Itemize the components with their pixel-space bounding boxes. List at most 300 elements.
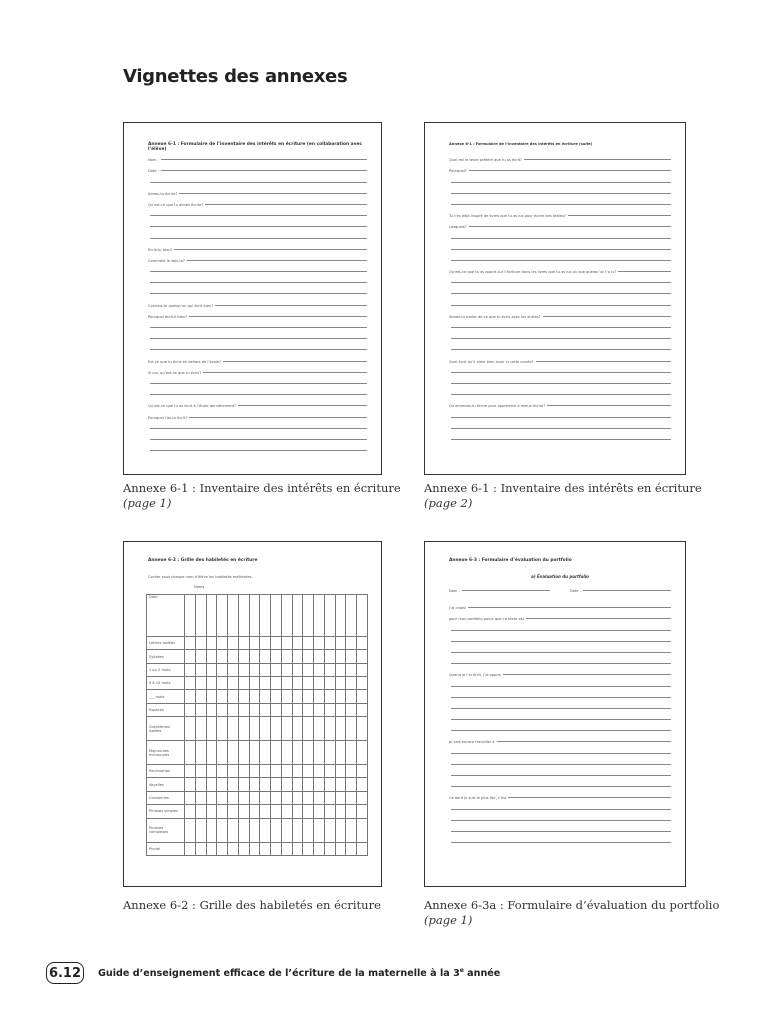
grid-skill-row <box>147 765 368 778</box>
caption-text: Annexe 6-1 : Inventaire des intérêts en écriture <box>424 481 702 495</box>
form-line <box>449 185 671 196</box>
form-line <box>449 812 671 823</box>
grid-check-cell <box>238 842 249 855</box>
footer-text <box>98 967 500 979</box>
grid-check-cell <box>314 818 325 842</box>
form-line-label: Je vais encore travailler à <box>449 740 495 745</box>
grid-check-cell <box>271 663 282 676</box>
date-field <box>570 582 671 593</box>
form-line <box>449 352 671 363</box>
grid-check-cell <box>357 778 368 791</box>
grid-check-cell <box>346 842 357 855</box>
grid-check-cell <box>281 765 292 778</box>
grid-check-cell <box>357 818 368 842</box>
form-title: Annexe 6-2 : Grille des habiletés en écriture <box>148 558 258 563</box>
form-line-rule <box>161 159 367 160</box>
form-line <box>449 733 671 744</box>
grid-check-cell <box>281 650 292 663</box>
form-subtitle: a) Évaluation du portfolio <box>531 574 589 579</box>
form-line-label: Comment le sais-tu? <box>148 258 185 263</box>
grid-skill-row <box>147 637 368 650</box>
grid-check-cell <box>206 842 217 855</box>
grid-check-cell <box>281 637 292 650</box>
grid-check-cell <box>346 637 357 650</box>
grid-check-cell <box>249 703 260 716</box>
form-line <box>449 610 671 621</box>
grid-check-cell <box>260 765 271 778</box>
grid-check-cell <box>228 791 239 804</box>
thumbnail-annexe-6-1-page-1 <box>123 122 382 475</box>
grid-check-cell <box>249 663 260 676</box>
grid-skill-label: Voyelles <box>147 778 185 791</box>
form-line <box>449 644 671 655</box>
grid-check-cell <box>206 650 217 663</box>
form-line <box>449 689 671 700</box>
caption-subtext: (page 1) <box>123 496 172 510</box>
form-line-rule <box>238 405 367 406</box>
grid-skill-label: ___ mots <box>147 690 185 703</box>
grid-check-cell <box>346 778 357 791</box>
caption-annexe-6-3a <box>424 898 719 928</box>
form-line-rule <box>451 372 671 373</box>
grid-check-cell <box>314 805 325 818</box>
grid-skill-row <box>147 663 368 676</box>
grid-check-cell <box>292 765 303 778</box>
grid-check-cell <box>357 791 368 804</box>
form-line-rule <box>150 439 367 440</box>
form-line-rule <box>568 215 671 216</box>
form-line-rule <box>618 271 671 272</box>
grid-date-cell: Date <box>147 595 185 637</box>
grid-check-cell <box>292 677 303 690</box>
form-line-label: Tu t’es déjà inspiré de livres que tu as lus pour écrire des textes? <box>449 214 566 219</box>
form-line-rule <box>451 305 671 306</box>
form-line-rule <box>451 293 671 294</box>
grid-check-cell <box>281 805 292 818</box>
grid-check-cell <box>195 765 206 778</box>
form-line <box>449 756 671 767</box>
grid-check-cell <box>228 717 239 741</box>
grid-name-cell <box>346 595 357 637</box>
thumbnail-annexe-6-1-page-2 <box>424 122 686 475</box>
grid-check-cell <box>324 765 335 778</box>
grid-check-cell <box>185 637 196 650</box>
grid-check-cell <box>238 717 249 741</box>
grid-check-cell <box>195 842 206 855</box>
grid-check-cell <box>206 741 217 765</box>
grid-check-cell <box>228 842 239 855</box>
form-line-label: Nom : <box>148 158 159 163</box>
grid-skill-label: Majuscules minuscules <box>147 741 185 765</box>
form-line-rule <box>150 271 367 272</box>
grid-skill-row <box>147 741 368 765</box>
grid-check-cell <box>335 778 346 791</box>
grid-check-cell <box>335 690 346 703</box>
form-line <box>148 252 367 263</box>
grid-check-cell <box>324 778 335 791</box>
grid-skill-label: Espaces <box>147 703 185 716</box>
form-line-rule <box>205 204 367 205</box>
form-line <box>449 397 671 408</box>
form-line-rule <box>451 428 671 429</box>
grid-check-cell <box>206 663 217 676</box>
grid-check-cell <box>249 791 260 804</box>
grid-check-cell <box>217 690 228 703</box>
grid-check-cell <box>260 741 271 765</box>
form-line-rule <box>451 193 671 194</box>
form-line-rule <box>451 753 671 754</box>
form-line <box>449 655 671 666</box>
grid-skill-label: Consonnes <box>147 791 185 804</box>
grid-check-cell <box>346 717 357 741</box>
grid-check-cell <box>324 818 335 842</box>
grid-check-cell <box>185 818 196 842</box>
grid-check-cell <box>314 637 325 650</box>
grid-check-cell <box>271 805 282 818</box>
form-line-rule <box>150 293 367 294</box>
form-line-label: Pourquoi écrit-il bien? <box>148 314 188 319</box>
grid-check-cell <box>249 842 260 855</box>
grid-check-cell <box>335 663 346 676</box>
form-line <box>449 207 671 218</box>
form-line <box>449 744 671 755</box>
form-line <box>449 341 671 352</box>
form-line-rule <box>451 282 671 283</box>
grid-check-cell <box>271 650 282 663</box>
form-line <box>449 285 671 296</box>
form-line <box>148 241 367 252</box>
grid-check-cell <box>217 703 228 716</box>
grid-check-cell <box>357 741 368 765</box>
grid-check-cell <box>303 650 314 663</box>
form-title: Annexe 6-3 : Formulaire d’évaluation du portfolio <box>449 558 572 563</box>
grid-check-cell <box>281 703 292 716</box>
grid-check-cell <box>303 765 314 778</box>
date-label: Date : <box>570 589 581 594</box>
form-line <box>148 274 367 285</box>
grid-check-cell <box>249 818 260 842</box>
grid-name-cell <box>195 595 206 637</box>
grid-check-cell <box>195 677 206 690</box>
form-rows <box>449 599 671 845</box>
grid-check-cell <box>217 805 228 818</box>
grid-check-cell <box>217 637 228 650</box>
grid-check-cell <box>335 677 346 690</box>
grid-check-cell <box>314 717 325 741</box>
form-line <box>449 218 671 229</box>
grid-check-cell <box>271 717 282 741</box>
form-line <box>449 330 671 341</box>
grid-name-cell <box>217 595 228 637</box>
grid-check-cell <box>249 690 260 703</box>
form-line-rule <box>451 686 671 687</box>
form-line <box>449 173 671 184</box>
grid-check-cell <box>195 650 206 663</box>
grid-check-cell <box>185 791 196 804</box>
grid-check-cell <box>281 842 292 855</box>
form-line-label: Qu’est-ce que tu as appris sur l’écriture dans les livres que tu as lus ou que quelqu’un t’a lu? <box>449 270 617 275</box>
grid-check-cell <box>357 677 368 690</box>
grid-check-cell <box>335 703 346 716</box>
grid-check-cell <box>292 741 303 765</box>
form-line-label: Pourquoi l’as-tu écrit? <box>148 415 188 420</box>
grid-check-cell <box>238 741 249 765</box>
grid-check-cell <box>249 717 260 741</box>
form-line-rule <box>451 663 671 664</box>
grid-skill-row <box>147 703 368 716</box>
grid-check-cell <box>238 677 249 690</box>
form-line-rule <box>451 809 671 810</box>
grid-check-cell <box>314 842 325 855</box>
grid-check-cell <box>195 805 206 818</box>
grid-skill-row <box>147 791 368 804</box>
grid-check-cell <box>249 677 260 690</box>
form-line-label: Qu’est-ce que tu as écrit à l’école dernièrement? <box>148 404 237 409</box>
grid-check-cell <box>271 765 282 778</box>
grid-check-cell <box>292 637 303 650</box>
form-line-rule <box>451 764 671 765</box>
form-line-rule <box>451 349 671 350</box>
caption-annexe-6-2 <box>123 898 381 913</box>
form-line <box>449 196 671 207</box>
grid-check-cell <box>324 791 335 804</box>
grid-check-cell <box>238 805 249 818</box>
grid-check-cell <box>260 818 271 842</box>
grid-check-cell <box>206 703 217 716</box>
grid-check-cell <box>185 663 196 676</box>
form-line <box>148 207 367 218</box>
grid-check-cell <box>238 690 249 703</box>
form-line-label: Pourquoi? <box>449 169 467 174</box>
form-line <box>148 330 367 341</box>
form-line-rule <box>150 182 367 183</box>
grid-check-cell <box>260 650 271 663</box>
grid-skill-row <box>147 650 368 663</box>
form-line-label: Date : <box>148 169 159 174</box>
form-line <box>148 229 367 240</box>
form-line-rule <box>451 708 671 709</box>
grid-check-cell <box>271 703 282 716</box>
grid-check-cell <box>357 842 368 855</box>
form-line <box>148 296 367 307</box>
footer-text-end: année <box>463 968 501 980</box>
nom-field <box>449 582 550 593</box>
grid-check-cell <box>195 778 206 791</box>
grid-name-cell <box>335 595 346 637</box>
form-line-rule <box>497 741 671 742</box>
grid-name-cell <box>303 595 314 637</box>
grid-check-cell <box>195 703 206 716</box>
form-line <box>449 364 671 375</box>
form-line-rule <box>150 327 367 328</box>
grid-check-cell <box>314 741 325 765</box>
caption-text: Annexe 6-1 : Inventaire des intérêts en écriture <box>123 481 401 495</box>
form-line <box>148 442 367 453</box>
grid-check-cell <box>217 765 228 778</box>
form-rows <box>148 151 367 453</box>
form-line <box>148 308 367 319</box>
form-title: Annexe 6-1 : Formulaire de l’inventaire des intérêts en écriture (suite) <box>449 142 593 146</box>
grid-check-cell <box>281 677 292 690</box>
grid-check-cell <box>260 717 271 741</box>
form-line-label: Écris-tu bien? <box>148 247 173 252</box>
grid-check-cell <box>303 842 314 855</box>
grid-check-cell <box>314 677 325 690</box>
form-line-rule <box>526 618 671 619</box>
grid-name-cell <box>185 595 196 637</box>
form-line-rule <box>203 372 367 373</box>
form-line-rule <box>451 719 671 720</box>
grid-check-cell <box>195 690 206 703</box>
form-line-rule <box>161 170 367 171</box>
grid-name-cell <box>249 595 260 637</box>
page-number-badge: 6.12 <box>46 962 84 984</box>
grid-check-cell <box>185 842 196 855</box>
form-line-label: Ce dont je suis le plus fier, c’est <box>449 796 507 801</box>
grid-check-cell <box>335 650 346 663</box>
grid-skill-label: Syllabes <box>147 650 185 663</box>
grid-check-cell <box>281 690 292 703</box>
grid-check-cell <box>292 842 303 855</box>
grid-check-cell <box>228 690 239 703</box>
nom-date-row <box>449 582 671 593</box>
grid-check-cell <box>303 677 314 690</box>
form-line <box>449 386 671 397</box>
grid-check-cell <box>335 717 346 741</box>
grid-check-cell <box>260 791 271 804</box>
grid-name-cell <box>260 595 271 637</box>
form-line-rule <box>524 159 671 160</box>
skills-grid-table <box>146 594 368 856</box>
form-line-rule <box>179 193 367 194</box>
form-line <box>148 364 367 375</box>
grid-check-cell <box>324 717 335 741</box>
form-line <box>449 789 671 800</box>
caption-subtext: (page 2) <box>424 496 473 510</box>
grid-check-cell <box>217 650 228 663</box>
grid-name-cell <box>271 595 282 637</box>
form-line <box>449 420 671 431</box>
grid-check-cell <box>260 677 271 690</box>
form-line <box>148 263 367 274</box>
grid-check-cell <box>271 637 282 650</box>
form-line-rule <box>543 316 671 317</box>
form-line-rule <box>451 697 671 698</box>
grid-name-cell <box>228 595 239 637</box>
grid-name-cell <box>357 595 368 637</box>
form-line-rule <box>451 842 671 843</box>
form-line-rule <box>150 282 367 283</box>
grid-check-cell <box>357 765 368 778</box>
grid-check-cell <box>357 703 368 716</box>
grid-skill-label: Ponctuation <box>147 765 185 778</box>
grid-check-cell <box>346 741 357 765</box>
grid-check-cell <box>292 690 303 703</box>
grid-check-cell <box>314 778 325 791</box>
form-line <box>449 274 671 285</box>
form-line <box>148 196 367 207</box>
form-line-rule <box>508 797 671 798</box>
form-line-rule <box>174 249 367 250</box>
grid-check-cell <box>292 703 303 716</box>
grid-check-cell <box>217 741 228 765</box>
form-line-label: Aimes-tu écrire? <box>148 191 178 196</box>
form-line-rule <box>451 394 671 395</box>
grid-check-cell <box>357 690 368 703</box>
form-line-rule <box>451 439 671 440</box>
grid-check-cell <box>335 637 346 650</box>
grid-check-cell <box>324 637 335 650</box>
form-line <box>449 319 671 330</box>
grid-check-cell <box>260 842 271 855</box>
grid-check-cell <box>324 690 335 703</box>
grid-check-cell <box>249 637 260 650</box>
form-line-rule <box>150 394 367 395</box>
form-line <box>148 341 367 352</box>
form-line-rule <box>451 652 671 653</box>
grid-check-cell <box>195 637 206 650</box>
grid-check-cell <box>324 741 335 765</box>
grid-check-cell <box>271 690 282 703</box>
form-line-rule <box>189 316 367 317</box>
grid-check-cell <box>238 818 249 842</box>
grid-name-cell <box>238 595 249 637</box>
grid-check-cell <box>185 741 196 765</box>
grid-check-cell <box>303 791 314 804</box>
grid-check-cell <box>281 778 292 791</box>
form-line-rule <box>451 630 671 631</box>
form-line-rule <box>187 260 367 261</box>
form-line <box>449 834 671 845</box>
grid-check-cell <box>281 663 292 676</box>
grid-check-cell <box>238 637 249 650</box>
grid-check-cell <box>185 677 196 690</box>
grid-skill-label: Phrases simples <box>147 805 185 818</box>
grid-skill-row <box>147 690 368 703</box>
form-line-rule <box>503 674 671 675</box>
grid-check-cell <box>249 765 260 778</box>
grid-check-cell <box>324 805 335 818</box>
form-line-rule <box>150 428 367 429</box>
grid-check-cell <box>346 690 357 703</box>
grid-check-cell <box>303 805 314 818</box>
grid-instruction: Cocher sous chaque nom d’élève les habiletés maîtrisées. <box>148 575 253 579</box>
grid-check-cell <box>228 703 239 716</box>
grid-check-cell <box>185 765 196 778</box>
form-line-rule <box>451 383 671 384</box>
grid-skill-row <box>147 818 368 842</box>
grid-name-cell <box>324 595 335 637</box>
form-line-rule <box>150 215 367 216</box>
form-line-rule <box>150 238 367 239</box>
form-line-rule <box>451 417 671 418</box>
form-line <box>148 218 367 229</box>
form-line-rule <box>451 641 671 642</box>
form-line-label: Qu’aimerais-tu écrire pour apprendre à mieux écrire? <box>449 404 546 409</box>
grid-check-cell <box>335 842 346 855</box>
grid-check-cell <box>292 717 303 741</box>
grid-name-cell <box>206 595 217 637</box>
page-title: Vignettes des annexes <box>123 66 348 87</box>
grid-check-cell <box>195 791 206 804</box>
grid-check-cell <box>185 805 196 818</box>
grid-check-cell <box>314 765 325 778</box>
form-line <box>148 386 367 397</box>
grid-check-cell <box>324 663 335 676</box>
grid-check-cell <box>314 663 325 676</box>
form-line-rule <box>536 361 672 362</box>
grid-check-cell <box>346 703 357 716</box>
